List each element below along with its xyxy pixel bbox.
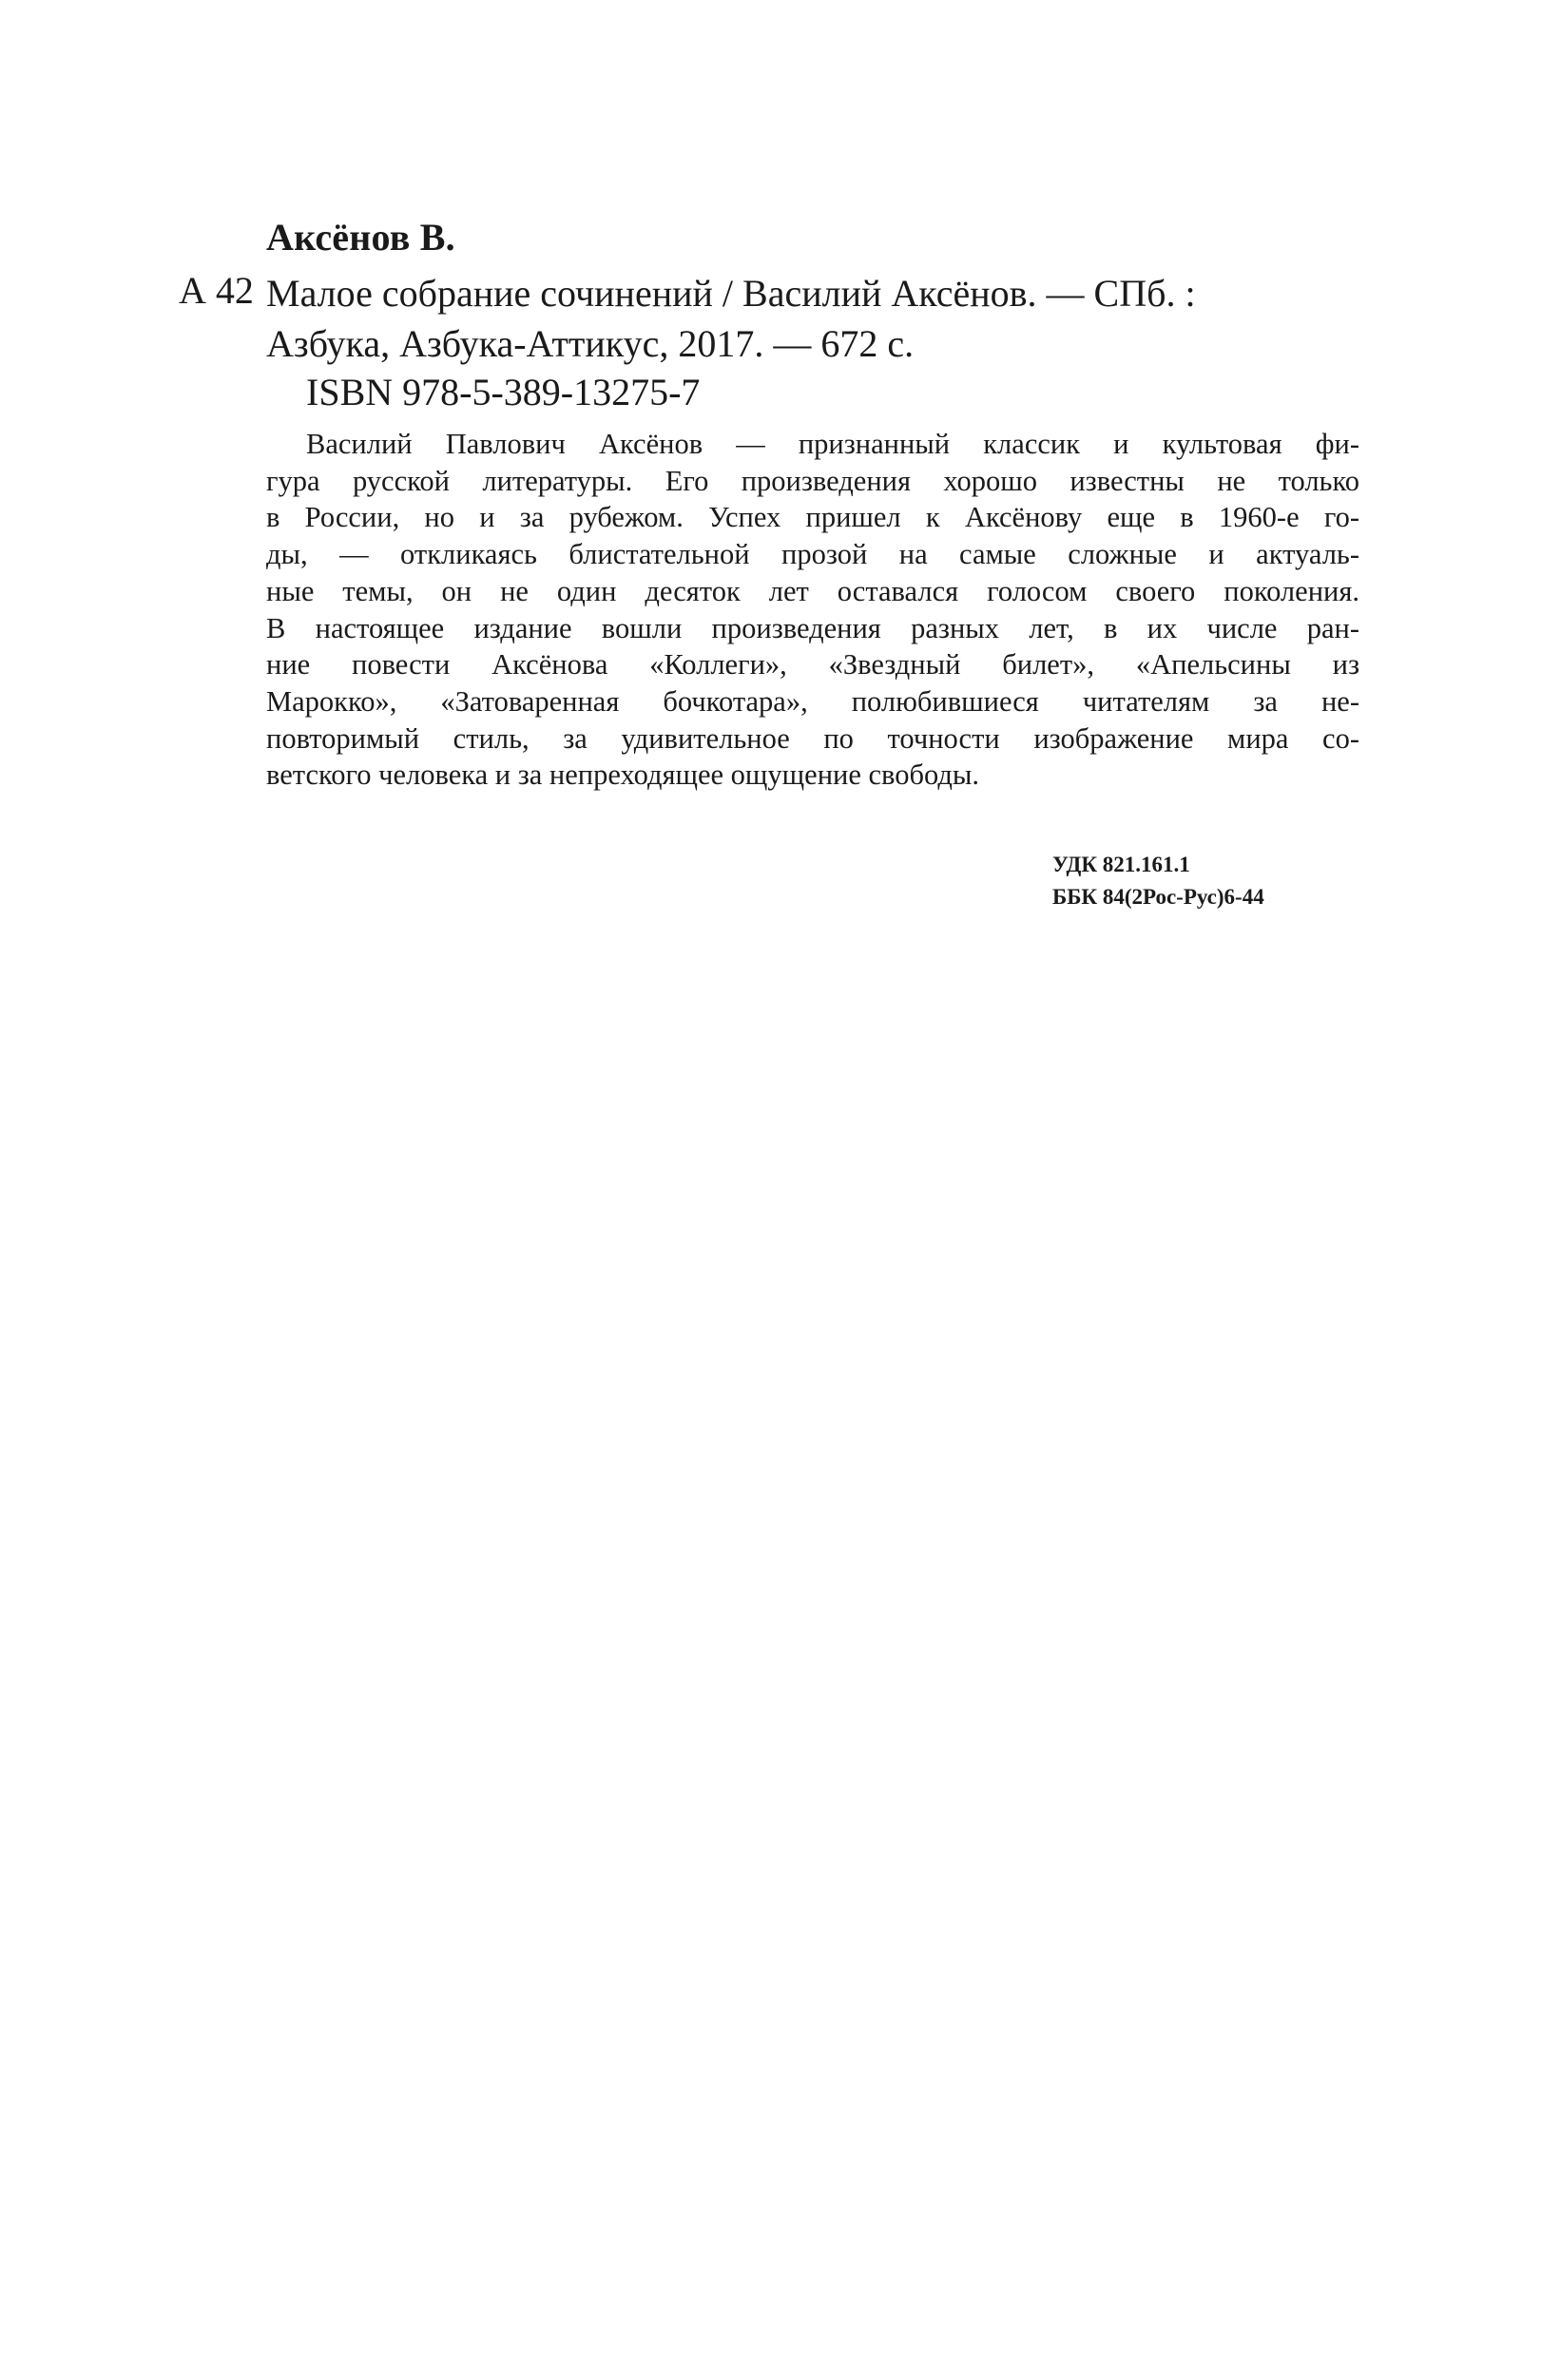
- annotation-line: гура русской литературы. Его произведения хорошо известны не только: [266, 464, 1359, 497]
- imprint-line: Азбука, Азбука-Аттикус, 2017. — 672 с.: [266, 322, 915, 365]
- udk-code: УДК 821.161.1: [1052, 853, 1190, 876]
- isbn: ISBN 978-5-389-13275-7: [306, 371, 701, 413]
- annotation-line: Марокко», «Затоваренная бочкотара», полюбившиеся читателям за не-: [266, 684, 1359, 718]
- annotation-line: В настоящее издание вошли произведения разных лет, в их числе ран-: [266, 611, 1359, 644]
- annotation-line: ние повести Аксёнова «Коллеги», «Звездный билет», «Апельсины из: [266, 648, 1359, 681]
- annotation-line: ветского человека и за непреходящее ощущение свободы.: [266, 758, 980, 792]
- author-cipher: А 42: [179, 269, 254, 312]
- annotation-line: ные темы, он не один десяток лет оставался голосом своего поколения.: [266, 574, 1359, 607]
- classification-codes: [1052, 849, 1264, 913]
- bbk-code: ББК 84(2Рос-Рус)6-44: [1052, 885, 1264, 909]
- annotation: [266, 426, 1359, 794]
- annotation-line: ды, — откликаясь блистательной прозой на самые сложные и актуаль-: [266, 538, 1359, 571]
- title-statement: [266, 268, 1378, 369]
- annotation-line: Василий Павлович Аксёнов — признанный классик и культовая фи-: [306, 428, 1359, 460]
- annotation-line: в России, но и за рубежом. Успех пришел к Аксёнову еще в 1960-е го-: [266, 501, 1359, 534]
- author-heading: Аксёнов В.: [266, 216, 455, 259]
- title-line: Малое собрание сочинений / Василий Аксёнов. — СПб. :: [266, 272, 1196, 315]
- annotation-line: повторимый стиль, за удивительное по точности изображение мира со-: [266, 721, 1359, 755]
